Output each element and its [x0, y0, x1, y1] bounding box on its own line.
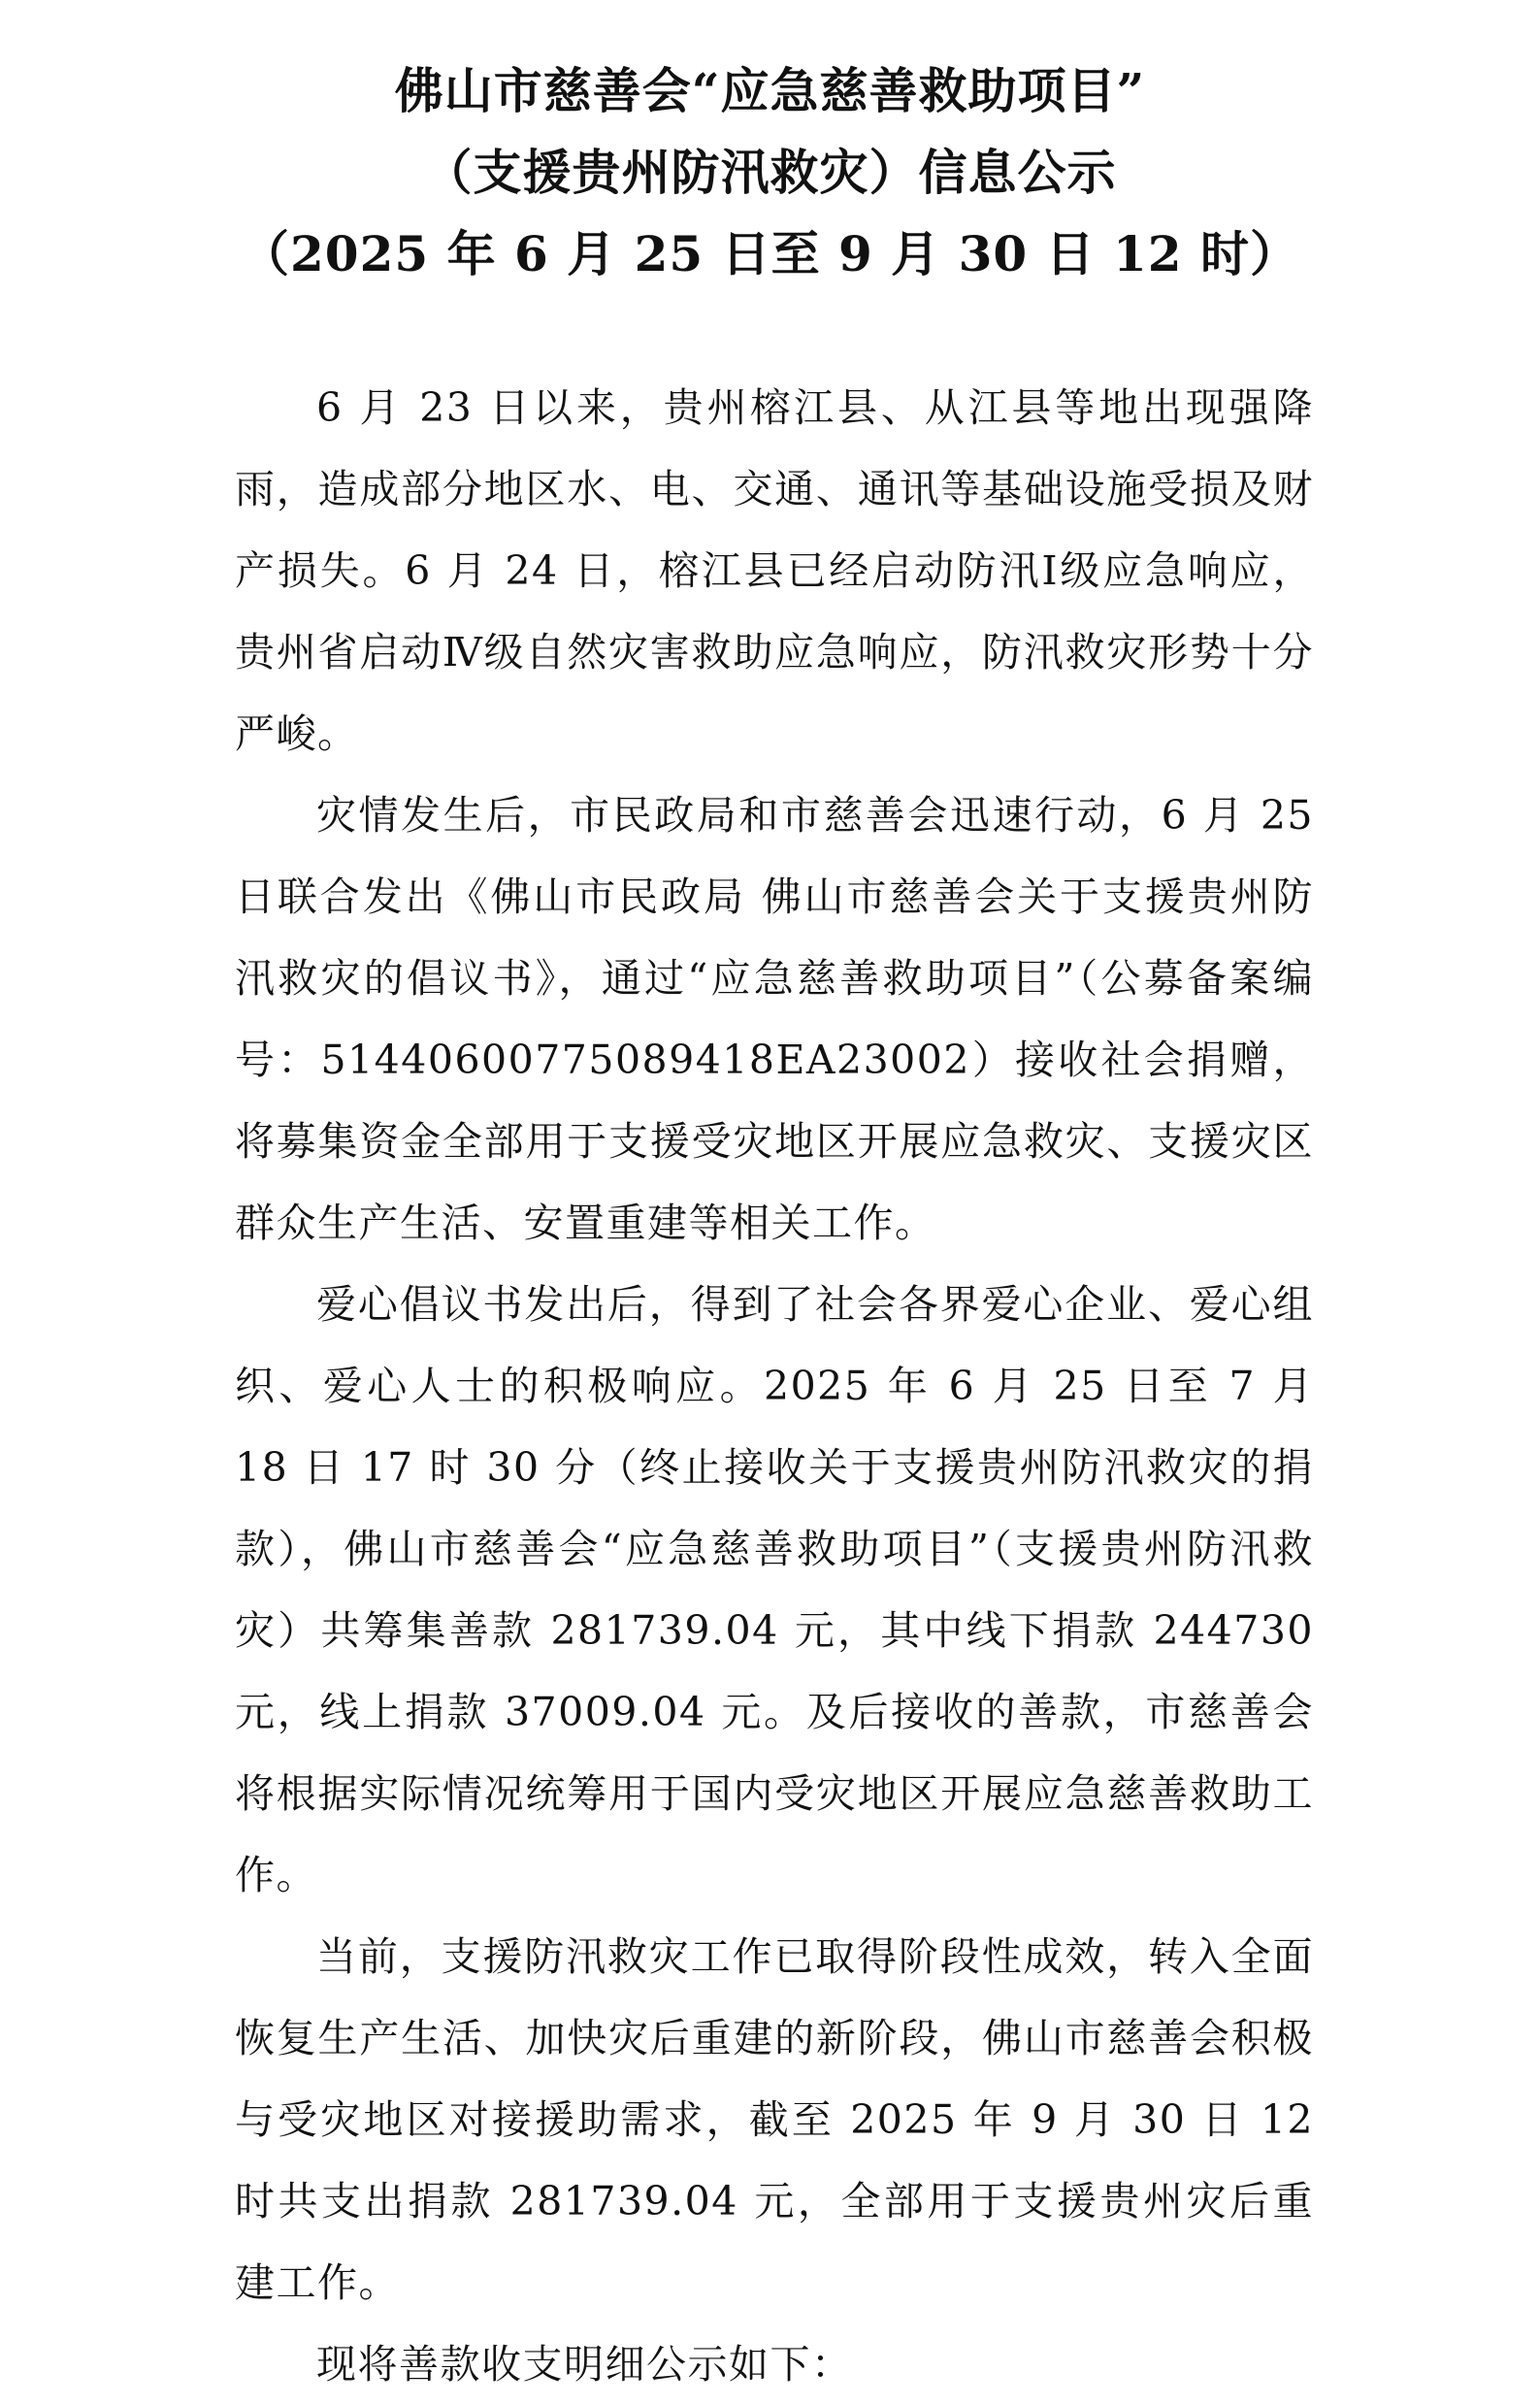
paragraph-donation-summary: 爱心倡议书发出后，得到了社会各界爱心企业、爱心组织、爱心人士的积极响应。2025 年 6 月 25 日至 7 月 18 日 17 时 30 分（终止接收关于支援贵州防汛救灾的捐款），佛山市慈善会“应急慈善救助项目”（支援贵州防汛救灾）共筹集善款 281739.04 元，其中线下捐款 244730 元，线上捐款 37009.04 元。及后接收的善款，市慈善会将根据实际情况统筹用于国内受灾地区开展应急慈善救助工作。: [235, 1281, 1314, 1898]
title-line-1: 佛山市慈善会“应急慈善救助项目”: [394, 62, 1146, 119]
paragraph-expenditure-status: 当前，支援防汛救灾工作已取得阶段性成效，转入全面恢复生产生活、加快灾后重建的新阶段，佛山市慈善会积极与受灾地区对接援助需求，截至 2025 年 9 月 30 日 12 时共支出捐款 281739.04 元，全部用于支援贵州灾后重建工作。: [235, 1933, 1314, 2306]
paragraph-disclosure-intro: 现将善款收支明细公示如下：: [316, 2341, 853, 2388]
document-body: [235, 367, 1314, 2405]
paragraph-disaster-overview: 6 月 23 日以来，贵州榕江县、从江县等地出现强降雨，造成部分地区水、电、交通、通讯等基础设施受损及财产损失。6 月 24 日，榕江县已经启动防汛Ⅰ级应急响应，贵州省启动Ⅳ级自然灾害救助应急响应，防汛救灾形势十分严峻。: [235, 384, 1314, 757]
title-line-3: （2025 年 6 月 25 日至 9 月 30 日 12 时）: [241, 225, 1299, 282]
document-title: [0, 50, 1540, 295]
paragraph-response-action: 灾情发生后，市民政局和市慈善会迅速行动，6 月 25 日联合发出《佛山市民政局 佛山市慈善会关于支援贵州防汛救灾的倡议书》，通过“应急慈善救助项目”（公募备案编号：51440600775089418EA23002）接收社会捐赠，将募集资金全部用于支援受灾地区开展应急救灾、支援灾区群众生产生活、安置重建等相关工作。: [235, 792, 1314, 1246]
title-line-2: （支援贵州防汛救灾）信息公示: [423, 144, 1117, 201]
